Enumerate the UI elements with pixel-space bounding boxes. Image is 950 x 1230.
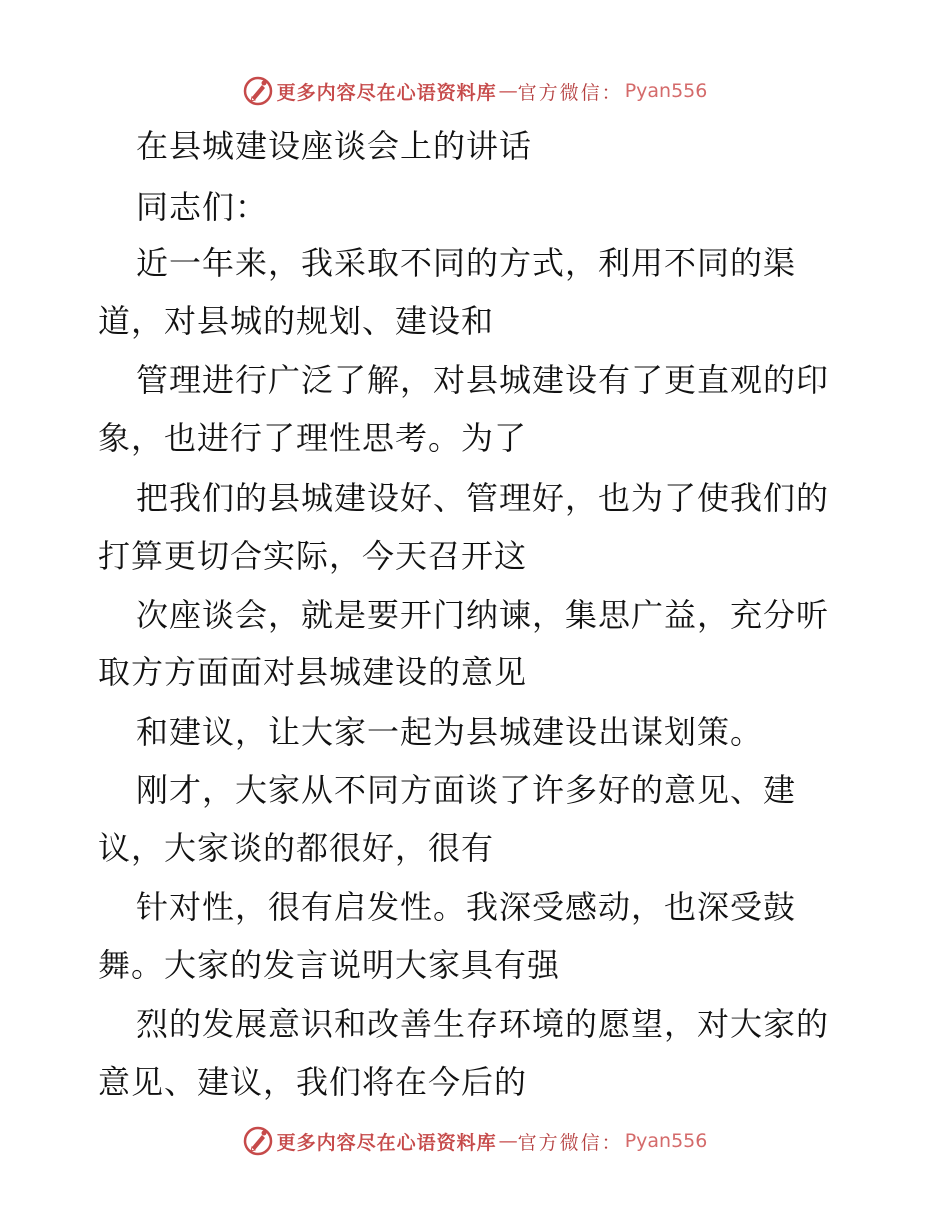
paragraph-line: 针对性，很有启发性。我深受感动，也深受鼓	[136, 888, 797, 926]
paragraph-line: 近一年来，我采取不同的方式，利用不同的渠	[136, 244, 797, 282]
banner-wechat-id: Pyan556	[624, 1130, 708, 1152]
paragraph-line: 道，对县城的规划、建设和	[98, 302, 495, 340]
paragraph-line: 议，大家谈的都很好，很有	[98, 829, 495, 867]
paragraph-line: 刚才，大家从不同方面谈了许多好的意见、建	[136, 771, 797, 809]
banner-official-label: 官方微信：	[517, 81, 623, 104]
paragraph-line: 次座谈会，就是要开门纳谏，集思广益，充分听	[136, 596, 830, 634]
footer-watermark-banner	[0, 1121, 950, 1161]
pen-circle-logo-icon	[243, 1126, 273, 1156]
banner-official-label: 官方微信：	[517, 1131, 623, 1154]
pen-circle-logo-icon	[243, 76, 273, 106]
paragraph-line: 打算更切合实际，今天召开这	[98, 537, 528, 575]
banner-brand-text: 更多内容尽在心语资料库	[276, 1131, 497, 1154]
paragraph-line: 取方方面面对县城建设的意见	[98, 653, 528, 691]
paragraph-line: 舞。大家的发言说明大家具有强	[98, 946, 561, 984]
paragraph-line: 意见、建议，我们将在今后的	[98, 1063, 528, 1101]
paragraph-line: 和建议，让大家一起为县城建设出谋划策。	[136, 713, 764, 751]
banner-dash: —	[498, 1130, 516, 1152]
header-watermark-banner	[0, 71, 950, 111]
paragraph-line: 烈的发展意识和改善生存环境的愿望，对大家的	[136, 1005, 830, 1043]
document-title: 在县城建设座谈会上的讲话	[136, 127, 533, 165]
paragraph-line: 象，也进行了理性思考。为了	[98, 419, 528, 457]
salutation: 同志们：	[136, 188, 269, 226]
banner-dash: —	[498, 80, 516, 102]
paragraph-line: 管理进行广泛了解，对县城建设有了更直观的印	[136, 361, 830, 399]
paragraph-line: 把我们的县城建设好、管理好，也为了使我们的	[136, 479, 830, 517]
banner-wechat-id: Pyan556	[624, 80, 708, 102]
banner-brand-text: 更多内容尽在心语资料库	[276, 81, 497, 104]
